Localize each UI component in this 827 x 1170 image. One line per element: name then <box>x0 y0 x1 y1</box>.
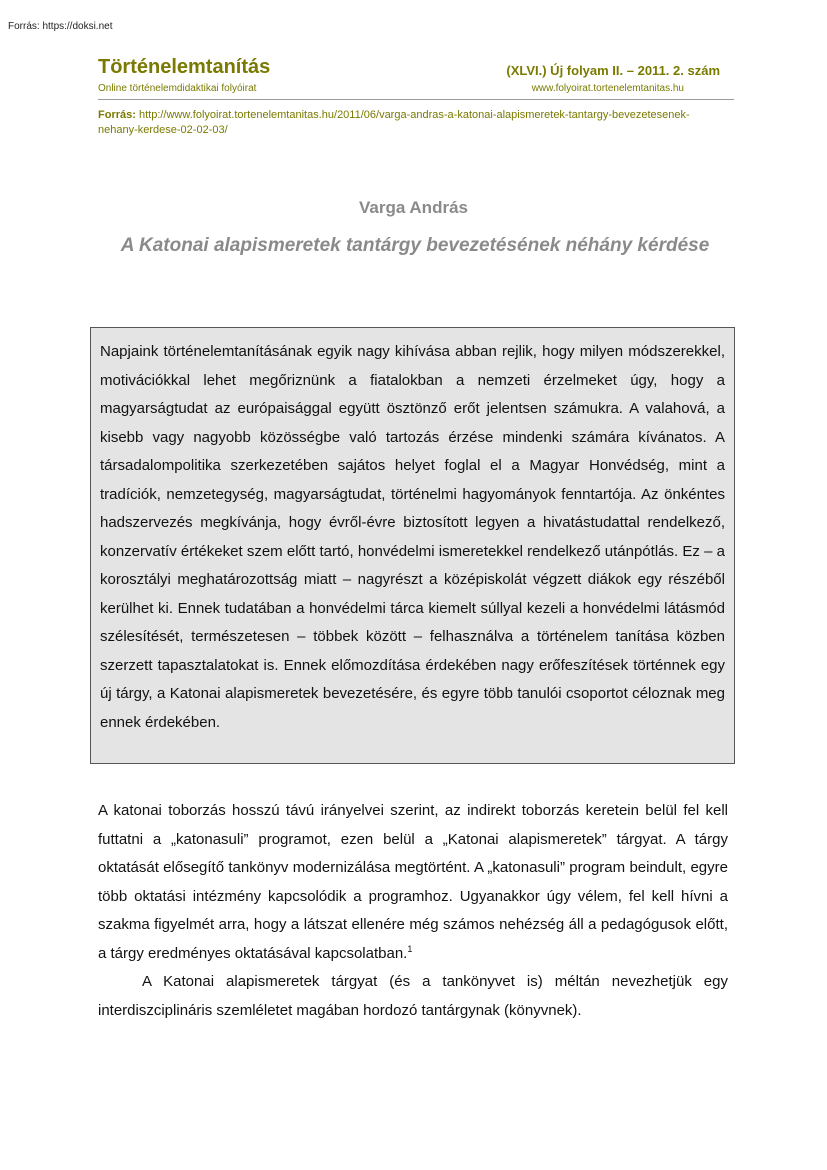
article-author: Varga András <box>359 198 468 217</box>
doksi-source-line: Forrás: https://doksi.net <box>8 21 113 32</box>
paragraph-text: A katonai toborzás hosszú távú irányelvei szerint, az indirekt toborzás keretein belül fel kell futtatni a „katonasuli” programot, ezen belül a „Katonai alapismeretek” tárgyat. A tárgy oktatását elősegítő tankönyv modernizálása megtörtént. A „katonasuli” program beindult, egyre több oktatási intézmény kapcsolódik a programhoz. Ugyanakkor úgy vélem, fel kell hívni a szakma figyelmét arra, hogy a látszat ellenére még számos nehézség áll a pedagógusok előtt, a tárgy eredményes oktatásával kapcsolatban. <box>98 802 728 962</box>
source-url-link[interactable]: http://www.folyoirat.tortenelemtanitas.hu/2011/06/varga-andras-a-katonai-alapismeretek-tantargy-bevezetesenek-nehany-kerdese-02-02-03/ <box>98 109 690 136</box>
journal-title: Történelemtanítás <box>98 56 271 78</box>
article-title: A Katonai alapismeretek tantárgy bevezetésének néhány kérdése <box>120 235 710 256</box>
body-paragraph: A Katonai alapismeretek tárgyat (és a tankönyvet is) méltán nevezhetjük egy interdiszciplináris szemléletet magában hordozó tantárgynak (könyvnek). <box>98 973 728 1019</box>
body-paragraph <box>98 797 728 968</box>
issue-label: (XLVI.) Új folyam II. – 2011. 2. szám <box>506 63 720 78</box>
source-reference <box>98 108 718 138</box>
journal-header <box>98 56 734 100</box>
journal-subtitle: Online történelemdidaktikai folyóirat <box>98 83 257 94</box>
footnote-reference[interactable]: 1 <box>407 943 413 954</box>
journal-website-link[interactable]: www.folyoirat.tortenelemtanitas.hu <box>531 83 684 94</box>
source-label: Forrás: <box>98 109 136 121</box>
abstract-box: Napjaink történelemtanításának egyik nagy kihívása abban rejlik, hogy milyen módszerekkel, motivációkkal lehet megőriznünk a fiatalokban a nemzeti érzelmeket úgy, hogy a magyarságtudat az európaisággal együtt ösztönző erőt jelentsen számukra. A valahová, a kisebb vagy nagyobb közösségbe való tartozás érzése mindenki számára kívánatos. A társadalompolitika szerkezetében sajátos helyet foglal el a Magyar Honvédség, mint a tradíciók, nemzetegység, magyarságtudat, történelmi hagyományok fenntartója. Az önkéntes hadszervezés megkívánja, hogy évről-évre biztosított legyen a hivatástudattal rendelkező, konzervatív értékeket szem előtt tartó, honvédelmi ismeretekkel rendelkező utánpótlás. Ez – a korosztályi meghatározottság miatt – nagyrészt a középiskolát végzett diákok egy részéből kerülhet ki. Ennek tudatában a honvédelmi tárca kiemelt súllyal kezeli a honvédelmi látásmód szélesítését, természetesen – többek között – felhasználva a történelem tanítása közben szerzett tapasztalatokat is. Ennek előmozdítása érdekében nagy erőfeszítések történnek egy új tárgy, a Katonai alapismeretek bevezetésére, és egyre több tanulói csoportot céloznak meg ennek érdekében. <box>90 327 735 764</box>
article-body <box>98 797 728 1025</box>
